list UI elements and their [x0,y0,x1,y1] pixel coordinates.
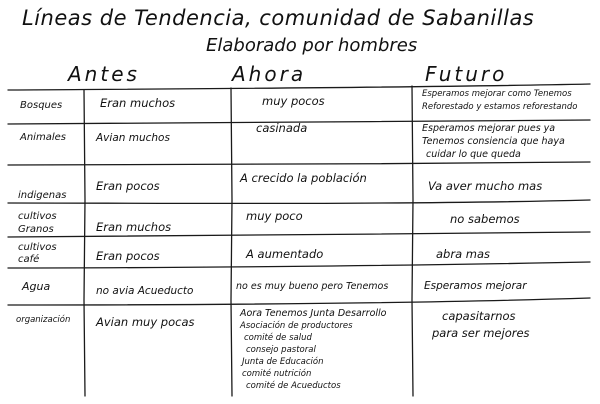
row-label-agua: Agua [22,280,51,293]
row-label-cafe-line1: cultivos [18,242,57,253]
cell-ahora-organizacion-line2: Asociación de productores [240,321,353,331]
cell-antes-bosques: Eran muchos [100,96,176,110]
cell-ahora-organizacion-line4: consejo pastoral [246,345,316,355]
cell-futuro-animales-line2: Tenemos consiencia que haya [422,136,565,147]
grid-line-horizontal [8,298,590,305]
row-label-granos-line2: Granos [18,224,54,235]
cell-antes-indigenas: Eran pocos [96,179,160,193]
row-label-bosques: Bosques [20,100,63,111]
column-header-futuro: Futuro [425,62,508,86]
cell-futuro-bosques-line2: Reforestado y estamos reforestando [422,102,578,112]
row-label-indigenas: indigenas [18,190,67,201]
cell-ahora-granos: muy poco [246,209,303,223]
cell-futuro-cafe: abra mas [436,247,491,261]
cell-futuro-organizacion-line2: para ser mejores [432,326,530,340]
grid-line-vertical [231,88,232,396]
cell-antes-granos: Eran muchos [96,220,172,234]
cell-ahora-bosques: muy pocos [262,94,325,108]
cell-ahora-organizacion-line6: comité nutrición [242,369,312,379]
cell-ahora-organizacion-line3: comité de salud [244,333,312,343]
cell-ahora-organizacion-line1: Aora Tenemos Junta Desarrollo [240,308,387,319]
cell-ahora-organizacion-line7: comité de Acueductos [246,381,341,391]
cell-futuro-indigenas: Va aver mucho mas [428,179,543,193]
row-label-cafe-line2: café [18,254,40,265]
cell-antes-organizacion: Avian muy pocas [96,315,195,329]
cell-ahora-cafe: A aumentado [246,247,324,261]
page-subtitle: Elaborado por hombres [206,35,418,56]
column-header-ahora: Ahora [232,62,307,86]
grid-line-horizontal [8,200,590,203]
row-label-granos-line1: cultivos [18,211,57,222]
grid-line-vertical [84,90,85,396]
row-label-organizacion: organización [16,315,71,325]
grid-line-horizontal [8,162,590,165]
cell-ahora-animales: casinada [256,121,308,135]
cell-antes-animales: Avian muchos [96,132,170,144]
column-header-antes: Antes [68,62,140,86]
cell-futuro-animales-line3: cuidar lo que queda [426,149,521,160]
grid-line-vertical [412,86,413,396]
cell-futuro-granos: no sabemos [450,212,520,226]
page-title: Líneas de Tendencia, comunidad de Sabanillas [22,6,535,30]
cell-ahora-agua: no es muy bueno pero Tenemos [236,281,389,292]
cell-futuro-animales-line1: Esperamos mejorar pues ya [422,123,556,134]
cell-ahora-indigenas: A crecido la población [240,171,367,185]
cell-futuro-agua: Esperamos mejorar [424,280,527,292]
cell-futuro-bosques-line1: Esperamos mejorar como Tenemos [422,89,572,99]
cell-antes-agua: no avia Acueducto [96,285,194,297]
cell-ahora-organizacion-line5: Junta de Educación [242,357,324,367]
cell-antes-cafe: Eran pocos [96,249,160,263]
cell-futuro-organizacion-line1: capasitarnos [442,309,516,323]
row-label-animales: Animales [20,132,66,143]
